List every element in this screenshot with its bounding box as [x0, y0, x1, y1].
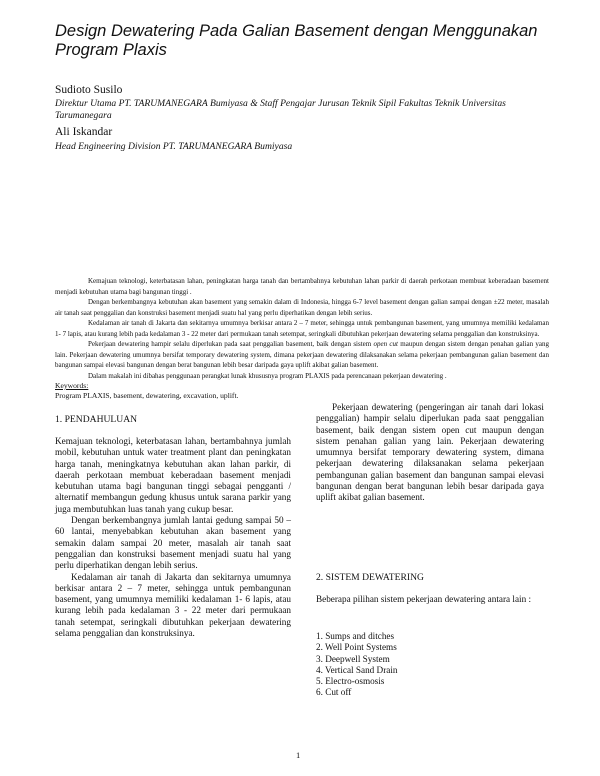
dewatering-system-item: 6. Cut off: [316, 687, 352, 698]
section-2-intro: Beberapa pilihan sistem pekerjaan dewatering antara lain :: [316, 594, 532, 604]
dewatering-system-item: 2. Well Point Systems: [316, 642, 397, 653]
left-column: [55, 436, 291, 639]
section-1-paragraph-2: Dengan berkembangnya jumlah lantai gedung sampai 50 – 60 lantai, menyebabkan kebutuhan akan basement yang semakin dalam sampai 20 meter, masalah air tanah saat penggalian dan konstruksi basement menjadi suatu hal yang perlu diperhatikan dengan lebih serius.: [55, 515, 291, 571]
right-column-top: [316, 402, 544, 504]
abstract-paragraph-4: [55, 339, 549, 371]
dewatering-system-item: 5. Electro-osmosis: [316, 676, 385, 687]
dewatering-system-list: [316, 631, 544, 699]
abstract-paragraph-1: Kemajuan teknologi, keterbatasan lahan, peningkatan harga tanah dan bertambahnya kebutuhan lahan parkir di daerah perkotaan membuat keberadaan basement menjadi kebutuhan utama bagi bangunan tinggi .: [55, 277, 549, 296]
keywords-text: Program PLAXIS, basement, dewatering, excavation, uplift.: [55, 391, 239, 400]
abstract-paragraph-5: Dalam makalah ini dibahas penggunaan perangkat lunak khususnya program PLAXIS pada perencanaan pekerjaan dewatering .: [88, 371, 447, 380]
dewatering-system-item: 3. Deepwell System: [316, 653, 390, 664]
abstract-paragraph-3: Kedalaman air tanah di Jakarta dan sekitarnya umumnya berkisar antara 2 – 7 meter, sehingga untuk pembangunan basement, yang umumnya memiliki kedalaman 1- 7 lapis, atau kurang lebih pada kedalaman 3 - 22 meter dari permukaan tanah setempat, seringkali dibutuhkan pekerjaan dewatering selama penggalian dan konstruksinya.: [55, 319, 549, 338]
author-name-1: Sudioto Susilo: [55, 84, 123, 96]
section-1-paragraph-4: Pekerjaan dewatering (pengeringan air tanah dari lokasi penggalian) hampir selalu diperlukan pada saat penggalian basement, baik dengan sistem open cut maupun dengan sistem penahan galian yang lain. Pekerjaan dewatering umumnya bersifat temporary dewatering system, dimana pekerjaan dewatering dilaksanakan selama pekerjaan pembangunan galian basement dan bangunan sampai elevasi bangunan dengan berat bangunan lebih besar daripada gaya uplift akibat galian basement.: [316, 402, 544, 503]
author-name-2: Ali Iskandar: [55, 126, 113, 138]
keywords-label: Keywords:: [55, 381, 89, 390]
abstract-paragraph-2: Dengan berkembangnya kebutuhan akan basement yang semakin dalam di Indonesia, hingga 6-7 level basement dengan galian sampai dengan ±22 meter, masalah air tanah saat penggalian dan konstruksi basement menjadi suatu hal yang perlu diperhatikan dengan lebih serius.: [55, 298, 549, 317]
author-affiliation-2: Head Engineering Division PT. TARUMANEGARA Bumiyasa: [55, 141, 293, 152]
abstract: [55, 276, 549, 381]
paper-title: Design Dewatering Pada Galian Basement dengan Menggunakan Program Plaxis: [55, 22, 538, 59]
section-1-heading: 1. PENDAHULUAN: [55, 414, 138, 425]
page-number: 1: [296, 750, 301, 760]
section-1-paragraph-3: Kedalaman air tanah di Jakarta dan sekitarnya umumnya berkisar antara 2 – 7 meter, sehingga untuk pembangunan basement, yang umumnya memiliki kedalaman 1- 6 lapis, atau kurang lebih pada kedalaman 3 - 22 meter dari permukaan tanah setempat, seringkali dibutuhkan pekerjaan dewatering selama penggalian dan konstruksinya.: [55, 571, 291, 639]
abstract-p4-after: maupun dengan sistem dengan penahan galian yang lain. Pekerjaan dewatering umumnya bersifat temporary dewatering system, dimana pekerjaan dewatering dilaksanakan selama pekerjaan pembangunan galian basement dan bangunan sampai elevasi bangunan dengan berat bangunan lebih besar daripada gaya uplift akibat galian basement.: [55, 340, 549, 369]
abstract-p4-emphasis: open cut: [373, 340, 398, 348]
dewatering-system-item: 4. Vertical Sand Drain: [316, 664, 398, 675]
abstract-p4-before: Pekerjaan dewatering hampir selalu diperlukan pada saat penggalian basement, baik dengan sistem: [88, 340, 374, 348]
section-2-heading: 2. SISTEM DEWATERING: [316, 572, 424, 583]
author-affiliation-1: Direktur Utama PT. TARUMANEGARA Bumiyasa & Staff Pengajar Jurusan Teknik Sipil Fakultas Teknik Universitas Tarumanegara: [55, 98, 506, 121]
section-1-paragraph-1: Kemajuan teknologi, keterbatasan lahan, bertambahnya jumlah mobil, kebutuhan untuk water treatment plant dan peningkatan harga tanah, meningkatnya kebutuhan akan lahan parkir, di daerah perkotaan membuat keberadaan basement menjadi kebutuhan utama bagi bangunan tinggi sebagai pengganti / alternatif membangun gedung khusus untuk sarana parkir yang juga membutuhkan luas tanah yang cukup besar.: [55, 436, 291, 514]
dewatering-system-item: 1. Sumps and ditches: [316, 631, 395, 641]
